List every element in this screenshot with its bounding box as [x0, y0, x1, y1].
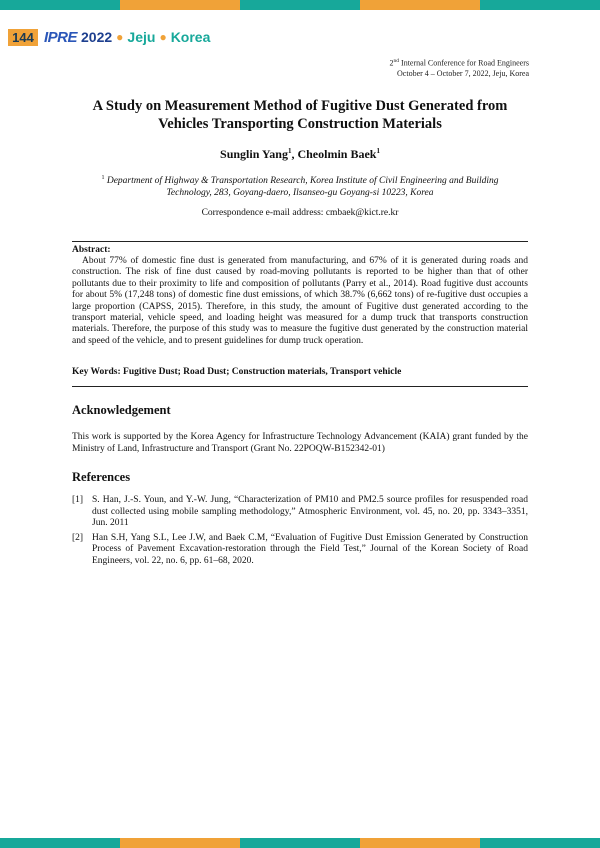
logo-mark: IPRE: [44, 28, 78, 46]
affiliation: [82, 172, 518, 199]
conference-name-line: [229, 56, 529, 69]
affiliation-text: Department of Highway & Transportation Research, Korea Institute of Civil Engineering and Building Technology, 283, Goyang-daero, Ilsanseo-gu Goyang-si 10223, Korea: [104, 176, 499, 199]
divider: [72, 386, 528, 387]
conference-name: Internal Conference for Road Engineers: [399, 58, 529, 68]
top-color-bar: [0, 0, 600, 10]
conference-logo: [44, 27, 210, 47]
author-affiliation-mark: 1: [376, 147, 380, 155]
authors: [72, 147, 528, 162]
bar-segment: [0, 0, 120, 10]
logo-country: Korea: [170, 29, 211, 45]
bar-segment: [480, 838, 600, 848]
abstract-body: About 77% of domestic fine dust is generated from manufacturing, and 67% of it is generated during roads and construction. The risk of fine dust caused by road-moving pollutants is reported to be higher than that of other pollutants due to their proximity to life and composition of pollutants (Parry et al., 2014). Road fugitive dust accounts for about 5% (17,248 tons) of domestic fine dust emissions, of which 38.7% (6,662 tons) of re-fugitive dust occupies a large proportion (CAPSS, 2015). Therefore, in this study, the amount of Fugitive dust generated according to the transport material, vehicle speed, and loading height was measured for a dump truck that transports construction materials. Therefore, the purpose of this study was to measure the fugitive dust generated by the construction material and speed of the vehicle, and to present guidelines for dump truck operation.: [72, 256, 528, 346]
author-separator: ,: [291, 147, 298, 161]
bottom-color-bar: [0, 838, 600, 848]
dot-icon: ●: [159, 30, 167, 44]
conference-info: [229, 56, 529, 79]
bar-segment: [240, 838, 360, 848]
bar-segment: [360, 838, 480, 848]
paper-title: [72, 97, 528, 133]
acknowledgement-heading: Acknowledgement: [72, 403, 171, 417]
logo-year: 2022: [81, 29, 113, 45]
correspondence-email: Correspondence e-mail address: cmbaek@kict.re.kr: [201, 208, 399, 218]
reference-number: [2]: [72, 532, 84, 543]
reference-text: S. Han, J.-S. Youn, and Y.-W. Jung, “Characterization of PM10 and PM2.5 source profiles for resuspended road dust collected using mobile sampling methodology,” Atmospheric Environment, vol. 45, no. 20, pp. 3343–3351, Jun. 2011: [92, 495, 528, 529]
author-name: Sunglin Yang: [220, 147, 288, 161]
reference-item: [72, 495, 528, 530]
title-line: A Study on Measurement Method of Fugitive Dust Generated from: [92, 98, 508, 114]
bar-segment: [240, 0, 360, 10]
affiliation-mark: 1: [101, 175, 105, 181]
logo-city: Jeju: [127, 29, 156, 45]
dot-icon: ●: [116, 30, 124, 44]
bar-segment: [120, 838, 240, 848]
divider: [72, 241, 528, 242]
references-heading: References: [72, 470, 131, 484]
conference-ordinal: 2: [389, 58, 394, 68]
page-number: 144: [8, 29, 38, 46]
conference-dates: October 4 – October 7, 2022, Jeju, Korea: [397, 68, 529, 78]
conference-ordinal-suffix: nd: [393, 58, 400, 64]
bar-segment: [360, 0, 480, 10]
title-line: Vehicles Transporting Construction Materials: [158, 116, 442, 132]
abstract-heading: Abstract:: [72, 245, 111, 255]
reference-list: [72, 495, 528, 571]
bar-segment: [0, 838, 120, 848]
acknowledgement-body: This work is supported by the Korea Agency for Infrastructure Technology Advancement (KAIA) grant funded by the Ministry of Land, Infrastructure and Transport (Grant No. 22POQW-B152342-01): [72, 432, 528, 454]
reference-text: Han S.H, Yang S.L, Lee J.W, and Baek C.M, “Evaluation of Fugitive Dust Emission Generated by Construction Process of Pavement Excavation-restoration through the Field Test,” Journal of the Korean Society of Road Engineers, vol. 22, no. 6, pp. 61–68, 2020.: [92, 532, 528, 566]
bar-segment: [120, 0, 240, 10]
author-name: Cheolmin Baek: [297, 147, 377, 161]
bar-segment: [480, 0, 600, 10]
author-affiliation-mark: 1: [287, 147, 292, 155]
reference-item: [72, 533, 528, 568]
reference-number: [1]: [72, 495, 84, 505]
keywords: Key Words: Fugitive Dust; Road Dust; Construction materials, Transport vehicle: [72, 367, 402, 377]
